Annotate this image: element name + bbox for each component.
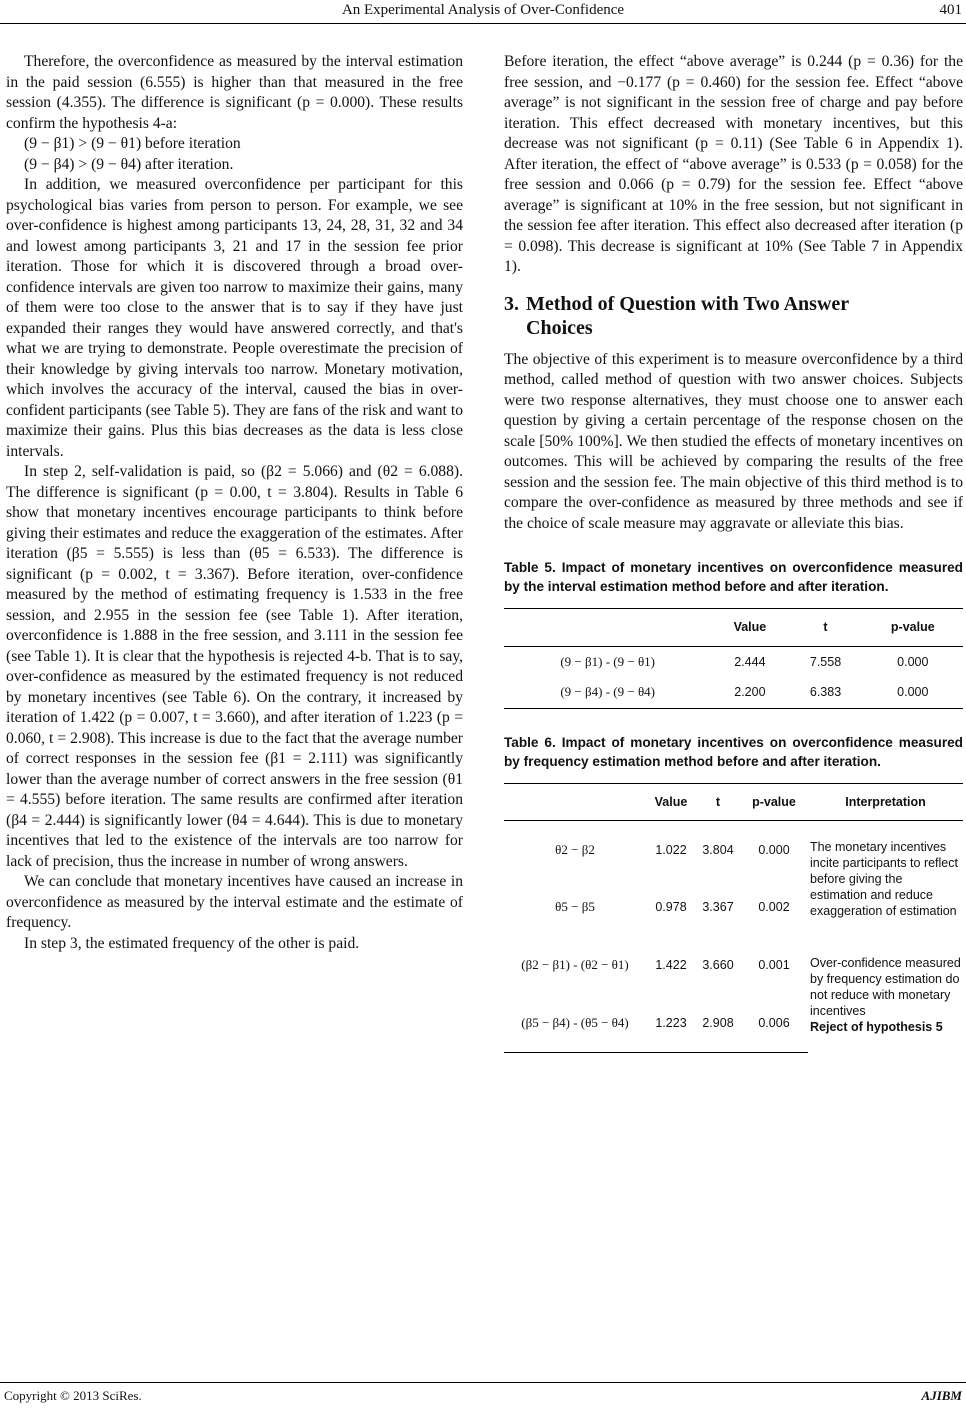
cell-t: 7.558	[809, 654, 842, 669]
cell-value: 1.422	[655, 958, 687, 973]
paragraph: Before iteration, the effect “above average” is 0.244 (p = 0.36) for the free session, and −0.177 (p = 0.460) for the session fee. Effect “above average” is not significant in the session free of charge and pay before iteration. This effect decreased with monetary incentives, but this decrease was not significant (p = 0.11) (See Table 6 in Appendix 1). After iteration, the effect of “above average” is 0.533 (p = 0.058) for the free session and 0.066 (p = 0.79) for the session fee. Effect “above average” is significant at 10% in the free session, but not significant in the session fee after iteration. This effect also decreased after iteration (p = 0.098). This decrease is significant at 10% (See Table 7 in Appendix 1).	[504, 53, 963, 275]
cell-value: 2.444	[734, 654, 766, 669]
row-label: (β2 − β1) - (θ2 − θ1)	[521, 957, 629, 973]
page-header	[0, 0, 966, 26]
interpretation-cell: The monetary incentives incite participants to reflect before giving the estimation and reduce exaggeration of estimation	[810, 839, 958, 918]
interpretation-cell	[808, 937, 963, 1053]
cell-p: 0.001	[758, 958, 790, 973]
table-header-cell: p-value	[740, 783, 808, 821]
page-footer	[0, 1382, 966, 1406]
section-title-line-1: Method of Question with Two Answer	[526, 292, 850, 315]
footer-rule	[0, 1382, 966, 1383]
table-5	[504, 608, 963, 709]
table-5-caption: Table 5. Impact of monetary incentives on overconfidence measured by the interval estimation method before and after iteration.	[504, 560, 963, 594]
table-row	[504, 677, 963, 708]
table-row	[504, 646, 963, 677]
cell-p: 0.006	[740, 995, 808, 1053]
table-6	[504, 783, 963, 1054]
table-6-caption: Table 6. Impact of monetary incentives on overconfidence measured by frequency estimation method before and after iteration.	[504, 734, 963, 769]
row-label: (9 − β4) - (9 − θ4)	[504, 677, 711, 708]
cell-p: 0.000	[897, 654, 929, 669]
row-label: θ5 − β5	[555, 899, 595, 915]
right-column	[504, 52, 963, 1053]
section-title-line-2: Choices	[526, 316, 593, 339]
table-header-cell: Value	[711, 609, 788, 647]
row-label: (9 − β1) - (9 − θ1)	[560, 653, 655, 669]
cell-value: 0.978	[655, 900, 687, 915]
row-label: θ2 − β2	[555, 841, 595, 857]
paragraph: In step 2, self-validation is paid, so (β2 = 5.066) and (θ2 = 6.088). The difference is significant (p = 0.00, t = 3.804). Results in Table 6 show that monetary incentives encourage participants to think before giving their estimates and reduce the exaggeration of the estimates. After iteration (β5 = 5.555) is less than (θ5 = 6.533). The difference is significant (p = 0.002, t = 3.367). Before iteration, over-confidence measured by the method of estimating frequency is 1.533 in the free session, and 2.955 in the session fee (see Table 1). After iteration, overconfidence is 1.888 in the free session, and 3.111 in the session fee (see Table 1). It is clear that the hypothesis is rejected 4-b. That is to say, over-confidence as measured by the estimated frequency is not reduced by monetary incentives (see Table 6). On the contrary, it increased by iteration of 1.422 (p = 0.007, t = 3.660), and after iteration of 1.223 (p = 0.060, t = 2.908). This increase is due to the fact that the average number of correct responses in the session fee (β1 = 2.111) was significantly lower than the average number of correct answers in the free session (θ1 = 4.555) before iteration. The same results are confirmed after iteration (β4 = 2.444) is significantly lower (θ4 = 4.644). This is due to monetary incentives that led to the existence of the intervals are too narrow for lack of precision, thus the increase in number of wrong answers.	[6, 463, 463, 870]
table-row	[504, 937, 963, 995]
table-header-cell: t	[696, 783, 740, 821]
copyright-notice: Copyright © 2013 SciRes.	[4, 1388, 142, 1403]
cell-t: 3.367	[702, 900, 734, 915]
cell-value: 1.022	[655, 842, 687, 857]
equation-line: (9 − β1) > (9 − θ1) before iteration	[24, 135, 241, 152]
row-label: (β5 − β4) - (θ5 − θ4)	[504, 995, 646, 1053]
paragraph: In addition, we measured overconfidence per participant for this psychological bias varies from person to person. For example, we see over-confidence is highest among participants 13, 24, 28, 31, 32 and 34 and lowest among participants 3, 21 and 17 in the session fee prior iteration. Those for which it is discovered through a broad over-confidence intervals are given too narrow to maximize their gains, many of them were too close to the answer that is to say if they have just expanded their ranges they would have answered correctly, and that's what we are trying to demonstrate. People overestimate the precision of their knowledge by giving intervals too narrow. Monetary motivation, which involves the accuracy of the interval, caused the bias in over-confident participants (see Table 5). They are fans of the risk and want to maximize their gains. Plus this bias decreases as the data is less close intervals.	[6, 176, 463, 460]
paragraph: Therefore, the overconfidence as measured by the interval estimation in the paid session (6.555) is higher than that measured in the free session (4.355). The difference is significant (p = 0.000). These results confirm the hypothesis 4-a:	[6, 53, 463, 132]
paragraph: We can conclude that monetary incentives have caused an increase in overconfidence as measured by the interval estimate and the estimate of frequency.	[6, 873, 463, 931]
paragraph: In step 3, the estimated frequency of the other is paid.	[24, 934, 360, 952]
interpretation-reject-text: Reject of hypothesis 5	[810, 1019, 943, 1034]
table-header-cell	[504, 609, 711, 647]
table-header-cell: p-value	[863, 609, 963, 647]
table-header-cell: t	[788, 609, 862, 647]
cell-t: 3.660	[702, 958, 734, 973]
header-rule	[0, 23, 966, 24]
cell-t: 6.383	[788, 677, 862, 708]
section-heading	[504, 292, 963, 340]
table-row	[504, 821, 963, 879]
table-header-cell	[504, 783, 646, 821]
cell-value: 2.200	[711, 677, 788, 708]
table-header-cell: Value	[646, 783, 696, 821]
cell-value: 1.223	[646, 995, 696, 1053]
section-number: 3.	[504, 292, 519, 315]
table-header-cell: Interpretation	[808, 783, 963, 821]
cell-p: 0.000	[758, 842, 790, 857]
cell-p: 0.000	[863, 677, 963, 708]
left-column	[6, 52, 463, 954]
paragraph: The objective of this experiment is to measure overconfidence by a third method, called method of question with two answer choices. Subjects were two response alternatives, they must choose one to answer each question by giving a certain percentage of the response chosen on the scale [50% 100%]. We then studied the effects of monetary incentives on outcomes. This will be achieved by comparing the results of the free session and the session fee. The main objective of this third method is to compare the over-confidence as measured by three methods and see if the choice of scale measure may aggravate or alleviate this bias.	[504, 350, 963, 532]
interpretation-text: Over-confidence measured by frequency estimation do not reduce with monetary incentives	[810, 955, 961, 1018]
page-number: 401	[939, 2, 962, 18]
cell-p: 0.002	[758, 900, 790, 915]
journal-name: AJIBM	[921, 1388, 962, 1403]
cell-t: 2.908	[696, 995, 740, 1053]
equation-line: (9 − β4) > (9 − θ4) after iteration.	[24, 155, 234, 173]
running-title: An Experimental Analysis of Over-Confidence	[341, 2, 625, 18]
cell-t: 3.804	[702, 842, 734, 857]
